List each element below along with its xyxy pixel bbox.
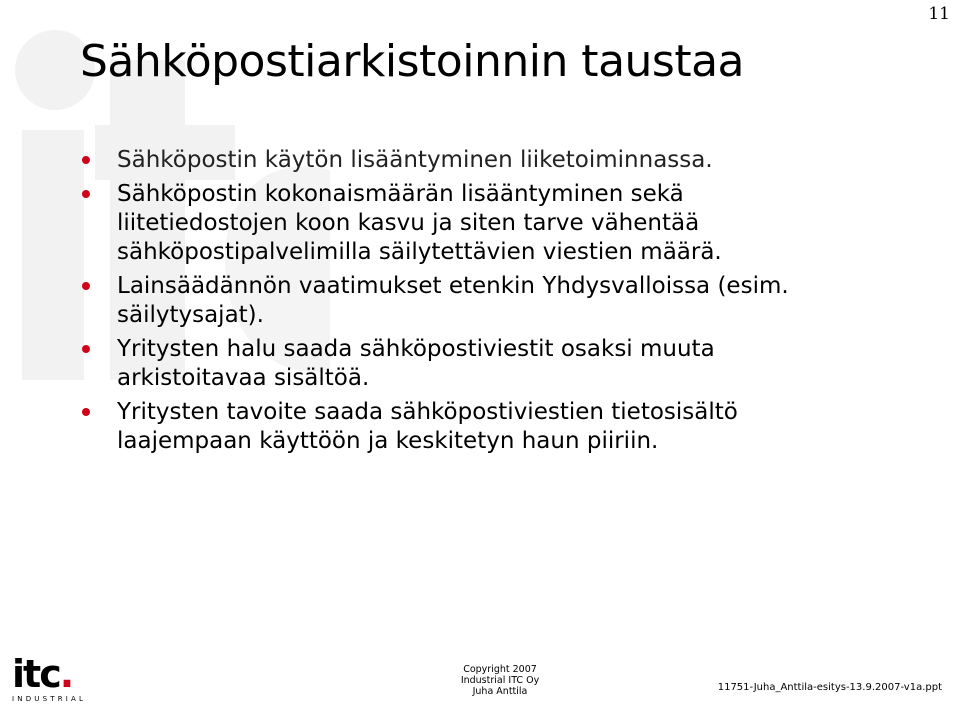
logo-text: itc bbox=[12, 652, 60, 696]
slide-title: Sähköpostiarkistoinnin taustaa bbox=[80, 36, 745, 87]
list-item bbox=[82, 272, 942, 330]
copyright-block bbox=[420, 664, 580, 697]
bullet-list bbox=[82, 146, 942, 461]
bullet-text: Sähköpostin kokonaismäärän lisääntyminen sekä liitetiedostojen koon kasvu ja siten tarve vähentää sähköpostipalvelimilla säilytettävien viestien määrä. bbox=[117, 181, 722, 265]
list-item bbox=[82, 146, 942, 175]
copyright-line: Industrial ITC Oy bbox=[460, 675, 540, 686]
list-item bbox=[82, 180, 942, 267]
list-item bbox=[82, 335, 942, 393]
bullet-text: Sähköpostin käytön lisääntyminen liiketoiminnassa. bbox=[117, 147, 713, 173]
logo-wordmark bbox=[12, 652, 86, 696]
logo-subtitle: INDUSTRIAL bbox=[12, 695, 87, 703]
copyright-line: Copyright 2007 bbox=[463, 664, 537, 675]
bullet-text: Yritysten halu saada sähköpostiviestit osaksi muuta arkistoitavaa sisältöä. bbox=[117, 336, 715, 391]
copyright-line: Juha Anttila bbox=[472, 686, 528, 697]
red-dot-icon bbox=[82, 282, 90, 290]
logo-dot: . bbox=[59, 652, 73, 696]
red-dot-icon bbox=[82, 408, 90, 416]
bullet-text: Lainsäädännön vaatimukset etenkin Yhdysvalloissa (esim. säilytysajat). bbox=[117, 273, 789, 328]
list-item bbox=[82, 398, 942, 456]
red-dot-icon bbox=[82, 156, 90, 164]
bullet-text: Yritysten tavoite saada sähköpostiviestien tietosisältö laajempaan käyttöön ja keskitetyn haun piiriin. bbox=[117, 399, 738, 454]
red-dot-icon bbox=[82, 345, 90, 353]
itc-logo bbox=[12, 652, 87, 703]
slide-number: 11 bbox=[928, 4, 950, 24]
file-name: 11751-Juha_Anttila-esitys-13.9.2007-v1a.ppt bbox=[717, 682, 942, 693]
red-dot-icon bbox=[82, 190, 90, 198]
